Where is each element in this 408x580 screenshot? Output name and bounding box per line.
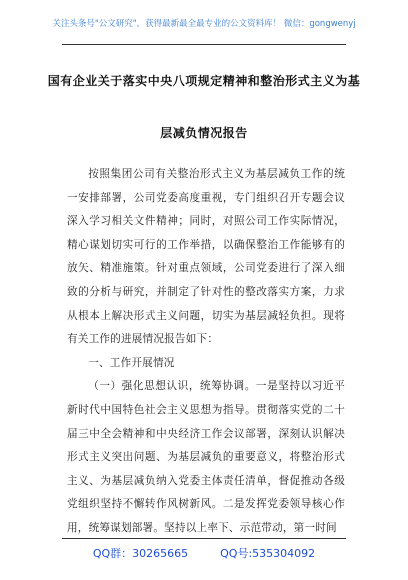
document-title-line-2: 层减负情况报告: [160, 126, 248, 140]
qq-group-number: QQ群：30265665: [92, 547, 189, 560]
document-body: [67, 163, 345, 541]
document-title-line-1: 国有企业关于落实中央八项规定精神和整治形式主义为基: [47, 74, 361, 88]
footer-divider: [62, 538, 346, 539]
point-paragraph: （一）强化思想认识，统筹协调。一是坚持以习近平新时代中国特色社会主义思想为指导。贯彻落实党的二十届三中全会精神和中央经济工作会议部署，深刻认识解决形式主义突出问题、为基层减负的重要意义，将整治形式主义、为基层减负纳入党委主体责任清单，督促推动各级党组织坚持不懈转作风树新风。二是发挥党委领导核心作用，统筹谋划部署。坚持以上率下、示范带动，第一时间: [67, 380, 345, 534]
footer: [0, 545, 408, 561]
header-divider: [62, 44, 346, 45]
header-banner: 关注头条号"公文研究"，获得最新最全最专业的公文资料库！ 微信：gongwenyj: [52, 19, 356, 29]
qq-contact-number: QQ号:535304092: [220, 547, 316, 560]
intro-paragraph: 按照集团公司有关整治形式主义为基层减负工作的统一安排部署，公司党委高度重视，专门组织召开专题会议深入学习相关文件精神；同时，对照公司工作实际情况，精心谋划切实可行的工作举措，以确保整治工作能够有的放矢、精准施策。针对重点领域，公司党委进行了深入细致的分析与研究，并制定了针对性的整改落实方案，力求从根本上解决形式主义问题，切实为基层减轻负担。现将有关工作的进展情况报告如下：: [67, 168, 345, 346]
section-heading: 一、工作开展情况: [88, 356, 175, 369]
